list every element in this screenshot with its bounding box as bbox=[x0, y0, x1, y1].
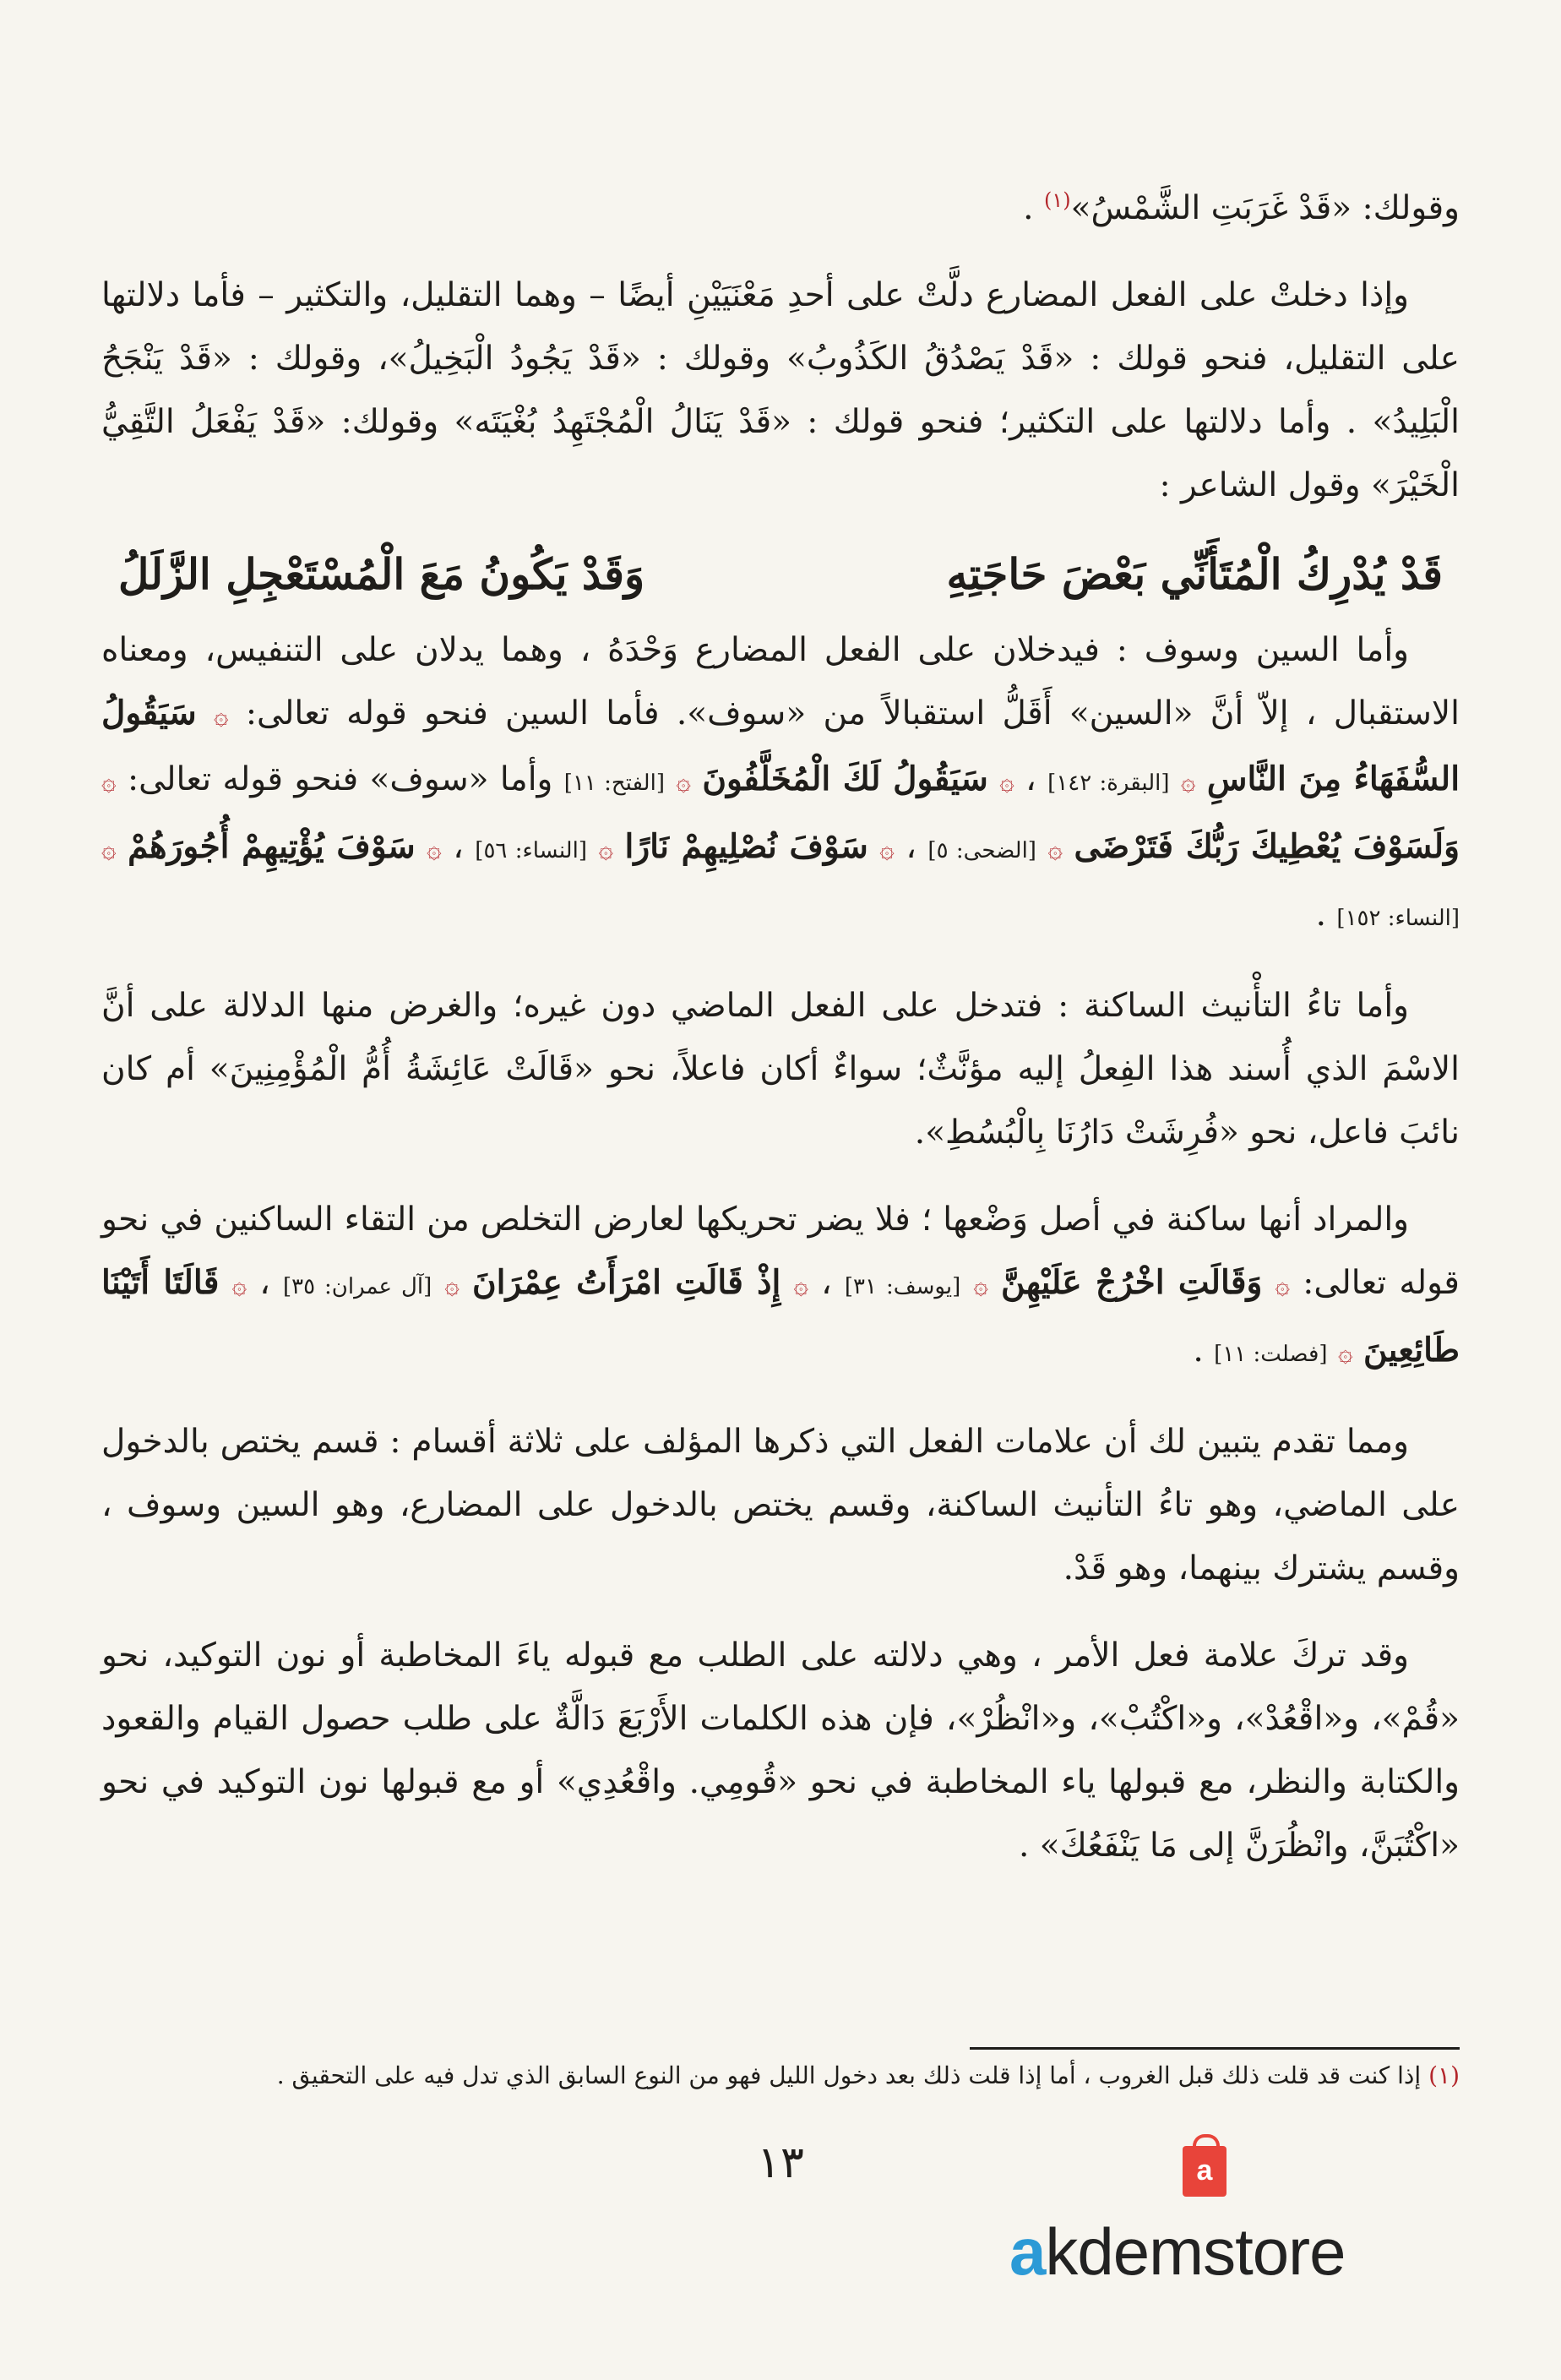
body-text bbox=[101, 169, 1460, 1901]
ornament-icon: ۞ bbox=[101, 835, 117, 864]
verse-reference: [يوسف: ٣١] bbox=[844, 1274, 961, 1299]
paragraph-text: وأما «سوف» فنحو قوله تعالى: bbox=[127, 760, 553, 798]
verse-reference: [النساء: ١٥٢] bbox=[1336, 906, 1460, 931]
ornament-icon: ۞ bbox=[793, 1271, 809, 1300]
verse-reference: [الضحى: ٥] bbox=[927, 838, 1036, 863]
quran-verse: قَالَتَا أَتَيْنَا طَائِعِينَ bbox=[101, 1263, 1460, 1370]
paragraph-text: والمراد أنها ساكنة في أصل وَضْعها ؛ فلا يضر تحريكها لعارض التخلص من التقاء الساكنين في نحو قوله تعالى: bbox=[101, 1201, 1460, 1302]
ornament-icon: ۞ bbox=[598, 835, 614, 864]
poetry-verse bbox=[118, 541, 1443, 608]
footnote-text: إذا كنت قد قلت ذلك قبل الغروب ، أما إذا قلت ذلك بعد دخول الليل فهو من النوع السابق الذي تدل فيه على التحقيق . bbox=[276, 2061, 1422, 2089]
logo-wordmark bbox=[1009, 2214, 1346, 2290]
paragraph: وأما تاءُ التأْنيث الساكنة : فتدخل على الفعل الماضي دون غيره؛ والغرض منها الدلالة على أنَّ الاسْمَ الذي أُسند هذا الفِعلُ إليه مؤنَّثٌ؛ سواءٌ أكان فاعلاً، نحو «قَالَتْ عَائِشَةُ أُمُّ الْمُؤْمِنِينَ» أم كان نائبَ فاعل، نحو «فُرِشَتْ دَارُنَا بِالْبُسُطِ». bbox=[101, 987, 1460, 1152]
verse-reference: [البقرة: ١٤٢] bbox=[1047, 771, 1170, 796]
ornament-icon: ۞ bbox=[231, 1271, 247, 1300]
verse-hemistich-right: قَدْ يُدْرِكُ الْمُتَأَنِّي بَعْضَ حَاجَتِهِ bbox=[946, 549, 1443, 599]
page-number: ١٣ bbox=[757, 2138, 804, 2188]
footnote-number: (١) bbox=[1428, 2061, 1460, 2089]
shopping-bag-icon bbox=[1183, 2146, 1226, 2197]
ornament-icon: ۞ bbox=[444, 1271, 460, 1300]
footnote-ref[interactable]: (١) bbox=[1043, 188, 1071, 212]
logo-letter-a: a bbox=[1009, 2214, 1046, 2289]
store-logo[interactable] bbox=[1009, 2146, 1381, 2306]
verse-reference: [النساء: ٥٦] bbox=[475, 838, 587, 863]
ornament-icon: ۞ bbox=[879, 835, 895, 864]
verse-hemistich-left: وَقَدْ يَكُونُ مَعَ الْمُسْتَعْجِلِ الزَّلَلُ bbox=[118, 549, 645, 599]
paragraph: وقولك: «قَدْ غَرَبَتِ الشَّمْسُ»$^{(١)}$ . bbox=[1023, 188, 1460, 227]
verse-reference: [الفتح: ١١] bbox=[563, 771, 665, 796]
ornament-icon: ۞ bbox=[1275, 1271, 1291, 1300]
logo-text-rest: kdemstore bbox=[1045, 2214, 1346, 2289]
paragraph: ومما تقدم يتبين لك أن علامات الفعل التي ذكرها المؤلف على ثلاثة أقسام : قسم يختص بالدخول على الماضي، وهو تاءُ التأنيث الساكنة، وقسم يختص بالدخول على المضارع، وهو السين وسوف ، وقسم يشترك بينهما، وهو قَدْ. bbox=[101, 1423, 1460, 1588]
ornament-icon: ۞ bbox=[213, 701, 229, 731]
ornament-icon: ۞ bbox=[676, 767, 691, 797]
paragraph-text: وأما السين وسوف : فيدخلان على الفعل المضارع وَحْدَهُ ، وهما يدلان على التنفيس، ومعناه الاستقبال ، إلاّ أنَّ «السين» أَقَلُّ استقبالاً من «سوف». فأما السين فنحو قوله تعالى: bbox=[101, 631, 1460, 733]
footnote bbox=[101, 2057, 1460, 2094]
quran-verse: سَوْفَ نُصْلِيهِمْ نَارًا bbox=[624, 827, 868, 866]
paragraph: وإذا دخلتْ على الفعل المضارع دلَّتْ على أحدِ مَعْنَيَيْنِ أيضًا – وهما التقليل، والتكثير – فأما دلالتها على التقليل، فنحو قولك : «قَدْ يَصْدُقُ الكَذُوبُ» وقولك : «قَدْ يَجُودُ الْبَخِيلُ»، وقولك : «قَدْ يَنْجَحُ الْبَلِيدُ» . وأما دلالتها على التكثير؛ فنحو قولك : «قَدْ يَنَالُ الْمُجْتَهِدُ بُغْيَتَه» وقولك: «قَدْ يَفْعَلُ التَّقِيُّ الْخَيْرَ» وقول الشاعر : bbox=[101, 276, 1460, 504]
ornament-icon: ۞ bbox=[973, 1271, 988, 1300]
ornament-icon: ۞ bbox=[999, 767, 1014, 797]
quran-verse: وَقَالَتِ اخْرُجْ عَلَيْهِنَّ bbox=[1001, 1263, 1263, 1302]
verse-reference: [آل عمران: ٣٥] bbox=[282, 1274, 432, 1299]
quran-verse: سَوْفَ يُؤْتِيهِمْ أُجُورَهُمْ bbox=[128, 827, 416, 866]
ornament-icon: ۞ bbox=[1337, 1338, 1353, 1368]
ornament-icon: ۞ bbox=[101, 767, 117, 797]
quran-verse: سَيَقُولُ السُّفَهَاءُ مِنَ النَّاسِ bbox=[101, 694, 1460, 798]
paragraph: والمراد أنها ساكنة في أصل وَضْعها ؛ فلا يضر تحريكها لعارض التخلص من التقاء الساكنين في نحو قوله تعالى: ۞ وَقَالَتِ اخْرُجْ عَلَيْهِنَّ ۞ [يوسف: ٣١] ، ۞ إِذْ قَالَتِ امْرَأَتُ عِمْرَانَ ۞ [آل عمران: ٣٥] ، ۞ قَالَتَا أَتَيْنَا طَائِعِينَ ۞ [فصلت: ١١] . bbox=[101, 1201, 1460, 1370]
ornament-icon: ۞ bbox=[1047, 835, 1063, 864]
paragraph-text: وقولك: «قَدْ غَرَبَتِ الشَّمْسُ» bbox=[1070, 189, 1460, 227]
paragraph: وأما السين وسوف : فيدخلان على الفعل المضارع وَحْدَهُ ، وهما يدلان على التنفيس، ومعناه الاستقبال ، إلاّ أنَّ «السين» أَقَلُّ استقبالاً من «سوف». فأما السين فنحو قوله تعالى: ۞ سَيَقُولُ السُّفَهَاءُ مِنَ النَّاسِ ۞ [البقرة: ١٤٢] ، ۞ سَيَقُولُ لَكَ الْمُخَلَّفُونَ ۞ [الفتح: ١١] وأما «سوف» فنحو قوله تعالى: ۞ وَلَسَوْفَ يُعْطِيكَ رَبُّكَ فَتَرْضَى ۞ [الضحى: ٥] ، ۞ سَوْفَ نُصْلِيهِمْ نَارًا ۞ [النساء: ٥٦] ، ۞ سَوْفَ يُؤْتِيهِمْ أُجُورَهُمْ ۞ [النساء: ١٥٢] . bbox=[101, 631, 1460, 934]
paragraph: وقد تركَ علامة فعل الأمر ، وهي دلالته على الطلب مع قبوله ياءَ المخاطبة أو نون التوكيد، نحو «قُمْ»، و«اقْعُدْ»، و«اكْتُبْ»، و«انْظُرْ»، فإن هذه الكلمات الأَرْبَعَ دَالَّةٌ على طلب حصول القيام والقعود والكتابة والنظر، مع قبولها ياء المخاطبة في نحو «قُومِي. واقْعُدِي» أو مع قبولها نون التوكيد في نحو «اكْتُبَنَّ، وانْظُرَنَّ إلى مَا يَنْفَعُكَ» . bbox=[101, 1637, 1460, 1865]
verse-reference: [فصلت: ١١] bbox=[1214, 1342, 1328, 1367]
quran-verse: سَيَقُولُ لَكَ الْمُخَلَّفُونَ bbox=[702, 760, 988, 798]
ornament-icon: ۞ bbox=[427, 835, 442, 864]
quran-verse: إِذْ قَالَتِ امْرَأَتُ عِمْرَانَ bbox=[472, 1263, 781, 1302]
logo-bag-letter: a bbox=[1196, 2154, 1213, 2187]
quran-verse: وَلَسَوْفَ يُعْطِيكَ رَبُّكَ فَتَرْضَى bbox=[1074, 827, 1460, 866]
footnote-divider bbox=[970, 2047, 1460, 2050]
ornament-icon: ۞ bbox=[1180, 767, 1196, 797]
